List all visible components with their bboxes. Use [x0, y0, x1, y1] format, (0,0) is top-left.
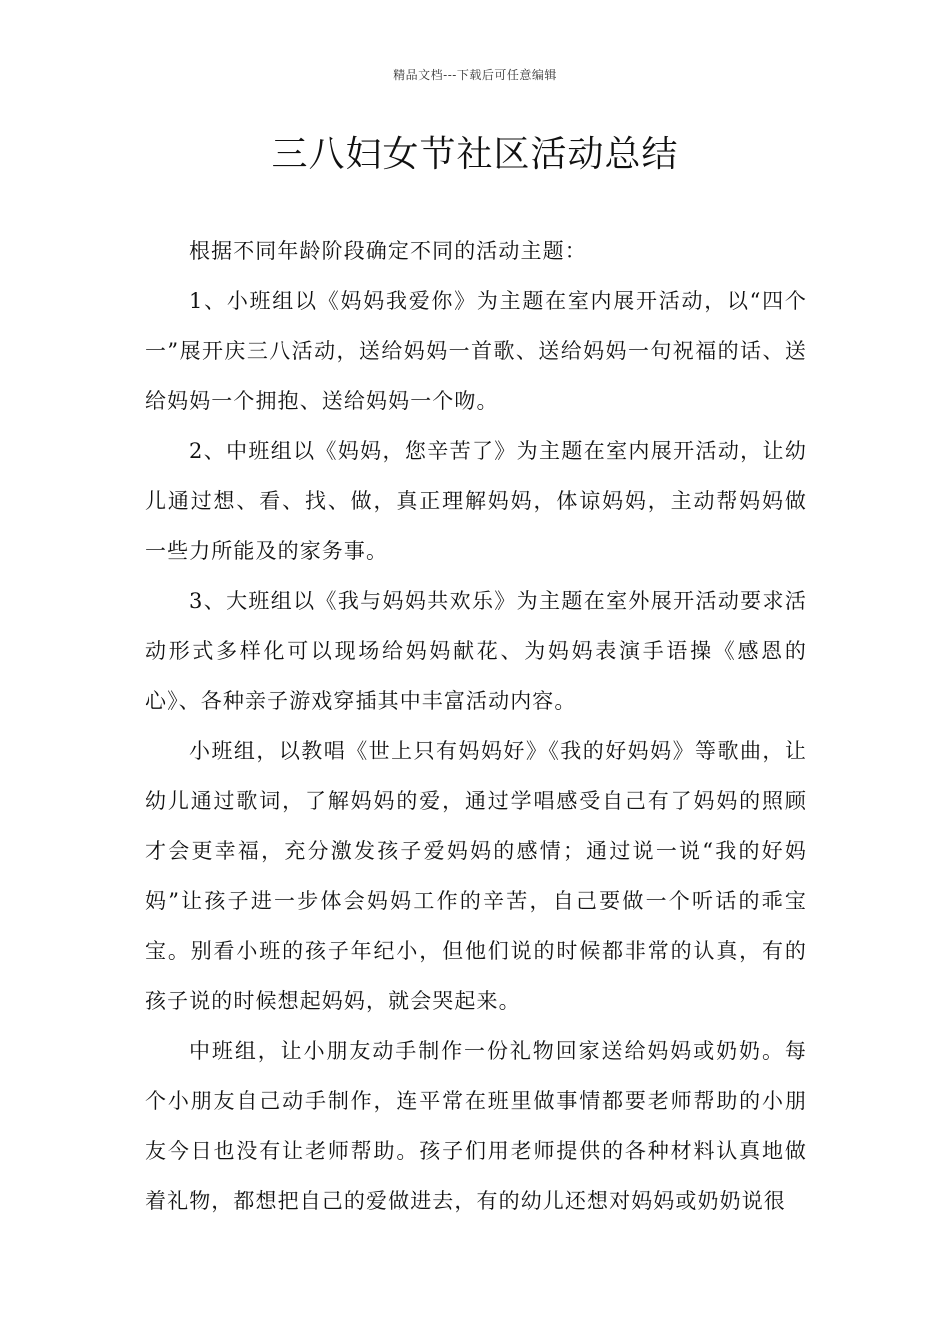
header-note: 精品文档---下载后可任意编辑	[393, 68, 557, 82]
paragraph-large-class-theme: 3、大班组以《我与妈妈共欢乐》为主题在室外展开活动要求活动形式多样化可以现场给妈妈献花、为妈妈表演手语操《感恩的心》、各种亲子游戏穿插其中丰富活动内容。	[145, 589, 807, 713]
paragraph-small-class-detail: 小班组，以教唱《世上只有妈妈好》《我的好妈妈》等歌曲，让幼儿通过歌词，了解妈妈的爱，通过学唱感受自己有了妈妈的照顾才会更幸福，充分激发孩子爱妈妈的感情；通过说一说“我的好妈妈”让孩子进一步体会妈妈工作的辛苦，自己要做一个听话的乖宝宝。别看小班的孩子年纪小，但他们说的时候都非常的认真，有的孩子说的时候想起妈妈，就会哭起来。	[145, 739, 807, 1013]
paragraph-small-class-theme: 1、小班组以《妈妈我爱你》为主题在室内展开活动，以“四个一”展开庆三八活动，送给妈妈一首歌、送给妈妈一句祝福的话、送给妈妈一个拥抱、送给妈妈一个吻。	[145, 289, 807, 413]
paragraph-middle-class-theme: 2、中班组以《妈妈，您辛苦了》为主题在室内展开活动，让幼儿通过想、看、找、做，真正理解妈妈，体谅妈妈，主动帮妈妈做一些力所能及的家务事。	[145, 439, 807, 563]
paragraph-middle-class-detail: 中班组，让小朋友动手制作一份礼物回家送给妈妈或奶奶。每个小朋友自己动手制作，连平常在班里做事情都要老师帮助的小朋友今日也没有让老师帮助。孩子们用老师提供的各种材料认真地做着礼物，都想把自己的爱做进去，有的幼儿还想对妈妈或奶奶说很	[145, 1039, 807, 1213]
document-title: 三八妇女节社区活动总结	[271, 134, 679, 175]
document-body	[145, 226, 807, 1226]
paragraph-intro: 根据不同年龄阶段确定不同的活动主题：	[189, 239, 587, 263]
